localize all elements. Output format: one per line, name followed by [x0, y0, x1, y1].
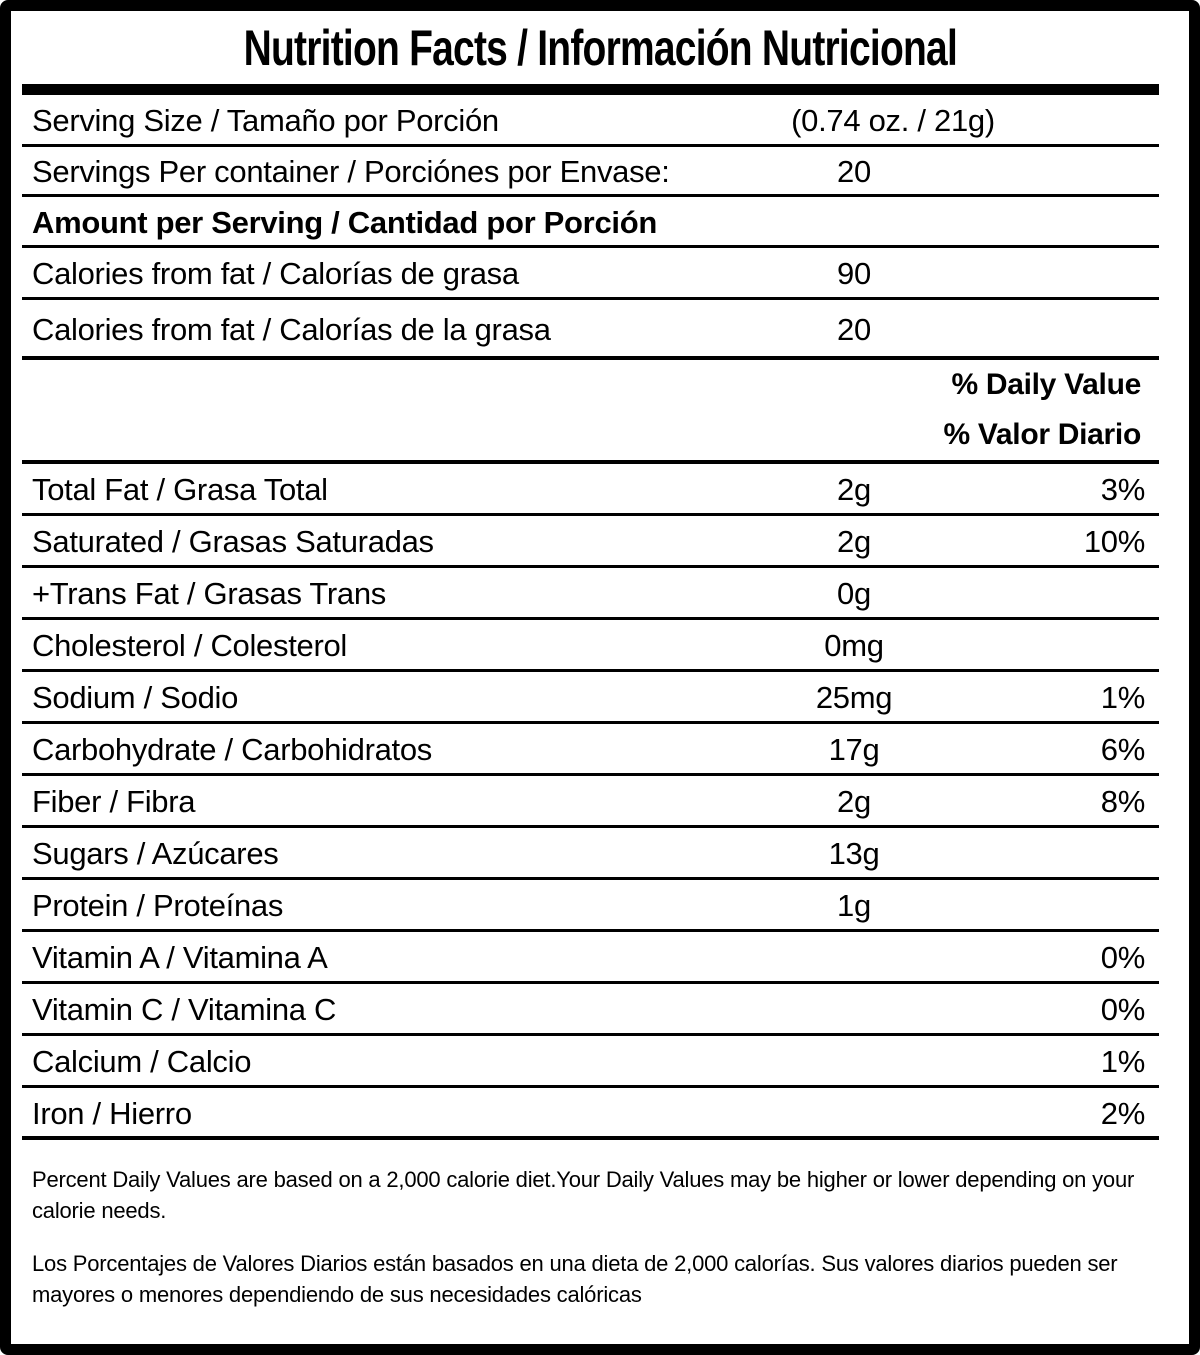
vitamin-c-label: Vitamin C / Vitamina C: [32, 992, 337, 1027]
label-header: [11, 11, 1189, 84]
iron-label: Iron / Hierro: [32, 1095, 192, 1131]
footnote-english: Percent Daily Values are based on a 2,000 calorie diet.Your Daily Values may be higher or lower depending on your calorie needs.: [32, 1167, 1135, 1223]
sodium-amount: 25mg: [815, 680, 893, 715]
calcium-dv: 1%: [1100, 1044, 1145, 1079]
row-sodium: [22, 672, 1159, 724]
calories-from-fat-1-label: Calories from fat / Calorías de grasa: [32, 256, 519, 291]
calories-from-fat-2-label: Calories from fat / Calorías de la grasa: [32, 311, 551, 347]
row-calories-from-fat-1: [22, 248, 1159, 300]
total-fat-dv: 3%: [1100, 472, 1145, 507]
trans-fat-amount: 0g: [837, 576, 871, 611]
title-divider-bar: [22, 84, 1159, 95]
row-total-fat: [22, 464, 1159, 516]
saturated-fat-dv: 10%: [1083, 524, 1145, 559]
daily-value-header-en: % Daily Value: [951, 368, 1141, 401]
label-body: [11, 84, 1189, 1310]
sodium-dv: 1%: [1100, 680, 1145, 715]
sugars-label: Sugars / Azúcares: [32, 836, 279, 871]
row-protein: [22, 880, 1159, 932]
row-vitamin-a: [22, 932, 1159, 984]
cholesterol-amount: 0mg: [824, 628, 884, 663]
row-vitamin-c: [22, 984, 1159, 1036]
fiber-amount: 2g: [837, 784, 871, 819]
protein-amount: 1g: [837, 888, 871, 923]
row-fiber: [22, 776, 1159, 828]
servings-per-container-label: Servings Per container / Porciónes por Envase:: [32, 154, 670, 189]
carbohydrate-label: Carbohydrate / Carbohidratos: [32, 732, 432, 767]
saturated-fat-label: Saturated / Grasas Saturadas: [32, 524, 434, 559]
cholesterol-label: Cholesterol / Colesterol: [32, 628, 348, 663]
row-cholesterol: [22, 620, 1159, 672]
carbohydrate-dv: 6%: [1100, 732, 1145, 767]
iron-dv: 2%: [1100, 1095, 1145, 1131]
servings-per-container-value: 20: [837, 154, 871, 189]
serving-size-value: (0.74 oz. / 21g): [791, 103, 995, 138]
row-carbohydrate: [22, 724, 1159, 776]
daily-value-header: [22, 360, 1159, 464]
amount-per-serving-heading: Amount per Serving / Cantidad por Porción: [32, 204, 657, 240]
carbohydrate-amount: 17g: [828, 732, 880, 767]
total-fat-label: Total Fat / Grasa Total: [32, 472, 328, 507]
daily-value-header-es: % Valor Diario: [943, 418, 1141, 451]
row-trans-fat: [22, 568, 1159, 620]
sodium-label: Sodium / Sodio: [32, 680, 239, 715]
vitamin-a-dv: 0%: [1100, 940, 1145, 975]
serving-size-label: Serving Size / Tamaño por Porción: [32, 103, 499, 138]
saturated-fat-amount: 2g: [837, 524, 871, 559]
vitamin-c-dv: 0%: [1100, 992, 1145, 1027]
total-fat-amount: 2g: [837, 472, 871, 507]
fiber-label: Fiber / Fibra: [32, 784, 196, 819]
protein-label: Protein / Proteínas: [32, 888, 284, 923]
trans-fat-label: +Trans Fat / Grasas Trans: [32, 576, 386, 611]
fiber-dv: 8%: [1100, 784, 1145, 819]
row-sugars: [22, 828, 1159, 880]
footnotes: [22, 1140, 1159, 1310]
row-calories-from-fat-2: [22, 300, 1159, 360]
row-iron: [22, 1088, 1159, 1140]
sugars-amount: 13g: [828, 836, 880, 871]
calories-from-fat-1-value: 90: [837, 256, 871, 291]
footnote-spanish: Los Porcentajes de Valores Diarios están basados en una dieta de 2,000 calorías. Sus valores diarios pueden ser mayores o menores dependiendo de sus necesidades calóricas: [32, 1251, 1118, 1307]
row-calcium: [22, 1036, 1159, 1088]
row-serving-size: [22, 95, 1159, 147]
section-amount-per-serving: [22, 197, 1159, 248]
vitamin-a-label: Vitamin A / Vitamina A: [32, 940, 328, 975]
calories-from-fat-2-value: 20: [837, 311, 871, 347]
calcium-label: Calcium / Calcio: [32, 1044, 252, 1079]
row-servings-per-container: [22, 147, 1159, 197]
row-saturated-fat: [22, 516, 1159, 568]
label-title: Nutrition Facts / Información Nutricional: [243, 19, 957, 76]
